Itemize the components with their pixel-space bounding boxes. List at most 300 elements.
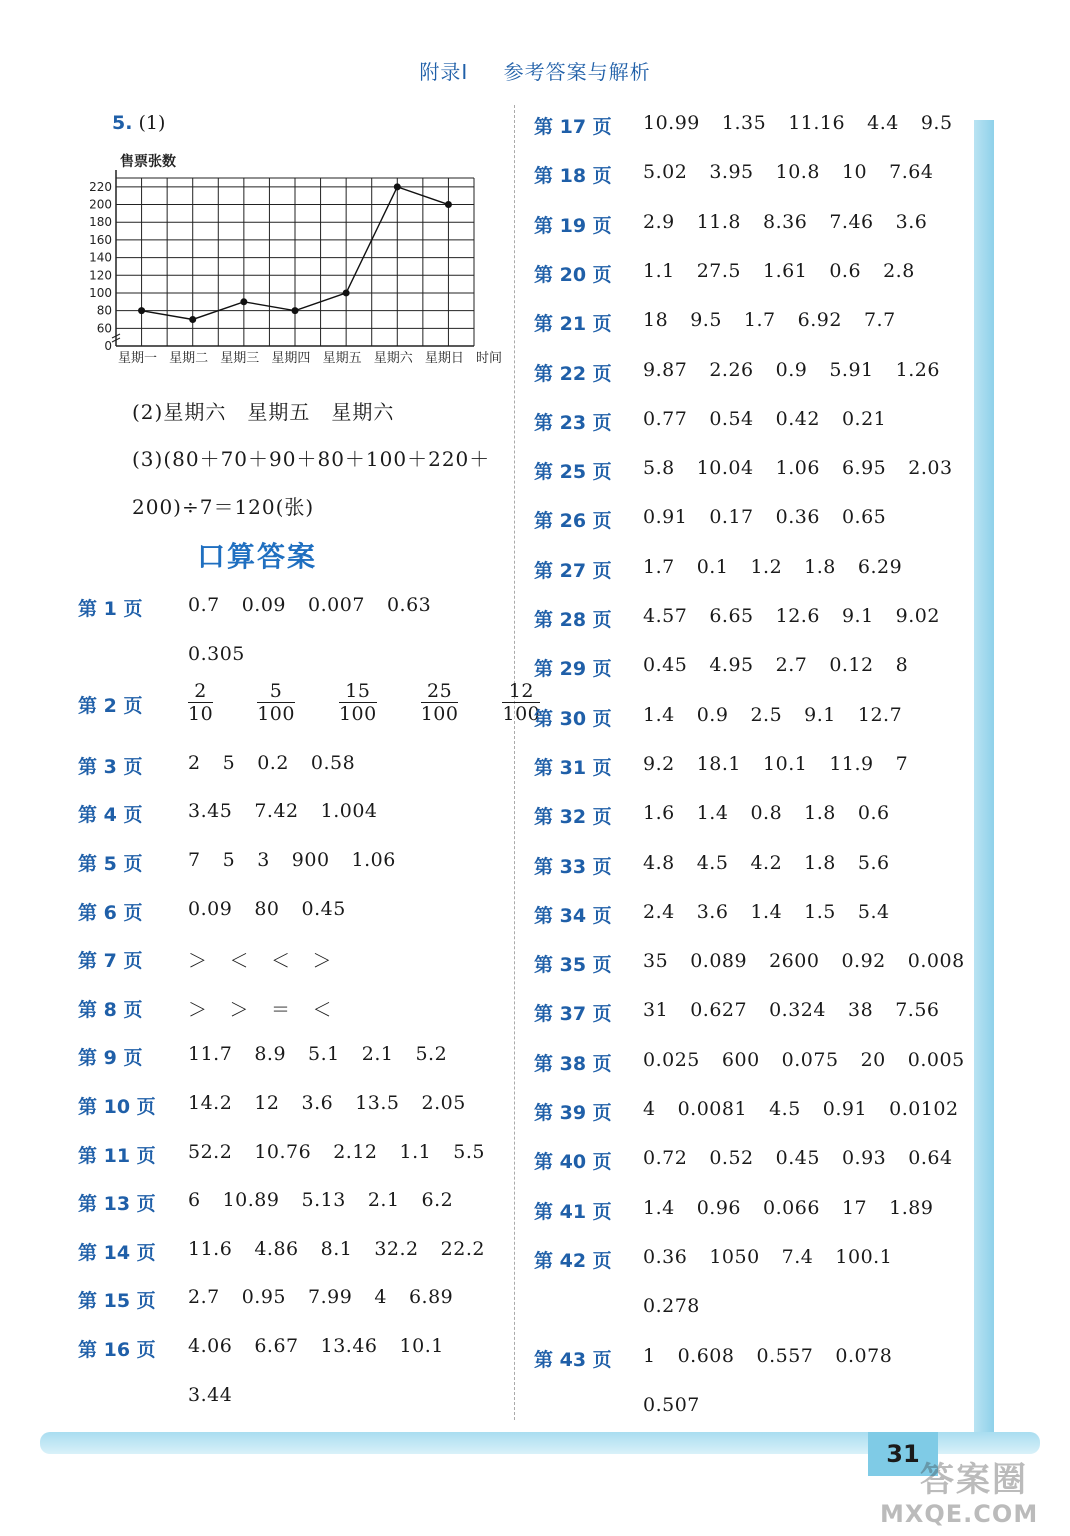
page-label: 第 42 页 [534, 1249, 612, 1272]
answer-value: 1.35 [721, 112, 767, 134]
answer-value: 3.6 [895, 210, 928, 233]
answer-value: 0.007 [308, 594, 365, 616]
answer-value: 0.089 [690, 950, 748, 973]
answer-value: ＜ [229, 950, 250, 973]
answer-value: 0.52 [709, 1147, 754, 1170]
answer-value: 8.9 [254, 1043, 287, 1066]
page-label: 第 8 页 [78, 998, 143, 1021]
data-point [292, 307, 299, 314]
answer-value: 12 [254, 1092, 280, 1114]
question-sub-1: (1) [138, 112, 166, 134]
answer-value: 1.7 [743, 309, 776, 332]
answer-value: 0.64 [908, 1147, 953, 1170]
answer-value: 9.1 [841, 605, 874, 627]
answer-value: 0.12 [829, 654, 874, 677]
answer-value: 0.0081 [677, 1098, 748, 1120]
answer-value: 3.44 [188, 1383, 233, 1406]
answer-value: ＞ [188, 998, 208, 1021]
answer-value: 6.89 [408, 1286, 454, 1309]
answer-value: 5.2 [415, 1043, 448, 1066]
answer-value: 0.507 [643, 1393, 700, 1416]
answer-values [643, 556, 924, 578]
answer-value: 2.12 [333, 1140, 378, 1163]
answer-value: 52.2 [188, 1140, 233, 1163]
answer-value: 6.29 [857, 555, 903, 578]
answer-value: 0.09 [188, 897, 233, 920]
answer-value: 7 [895, 752, 909, 775]
answer-value: 0.91 [643, 506, 688, 529]
answer-value: 0.92 [841, 950, 886, 973]
answer-value: 0.36 [775, 506, 820, 529]
answer-value: 11.7 [188, 1043, 233, 1066]
answer-value: 12.7 [857, 703, 903, 726]
page-label: 第 13 页 [78, 1193, 156, 1216]
answer-values [643, 605, 962, 627]
page-label: 第 3 页 [78, 755, 143, 778]
x-tick-label: 星期日 [424, 351, 464, 366]
answer-value: 5.5 [453, 1140, 485, 1163]
answer-value: 2.7 [775, 654, 808, 677]
decorative-side-band [974, 120, 994, 1445]
page-label: 第 10 页 [78, 1096, 156, 1118]
answer-value: 13.5 [355, 1092, 400, 1114]
answer-value: 5.13 [301, 1189, 346, 1212]
answer-value: 18.1 [696, 752, 742, 775]
answer-values [643, 852, 912, 874]
x-tick-label: 星期五 [322, 351, 362, 366]
page-label: 第 35 页 [534, 954, 612, 977]
answer-values [188, 946, 354, 973]
answer-value: 5.6 [857, 851, 890, 874]
answer-value: 0.54 [709, 407, 754, 430]
page-label: 第 41 页 [534, 1200, 612, 1223]
answer-value: 0.9 [696, 703, 729, 726]
answer-value: 4.5 [696, 851, 729, 874]
fraction-denominator: 100 [257, 703, 295, 726]
answer-value: ＝ [271, 998, 291, 1021]
answer-value: 0.8 [750, 802, 783, 825]
answer-value: 0.278 [643, 1295, 700, 1318]
answer-value: 27.5 [696, 259, 742, 282]
answer-value: 6 [188, 1189, 201, 1212]
page-label: 第 11 页 [78, 1144, 156, 1167]
answer-value: 4.86 [254, 1237, 299, 1260]
answer-value: 13.46 [320, 1335, 378, 1357]
answer-values [188, 1286, 475, 1308]
answer-values [643, 309, 918, 331]
answer-value: 0.72 [643, 1147, 688, 1170]
answer-part-3-line-2: 200)÷7＝120(张) [132, 495, 315, 519]
answer-values-continued [643, 1394, 722, 1416]
answer-value: 2.05 [421, 1092, 466, 1114]
answer-values [188, 680, 584, 725]
answer-value: 0.45 [643, 654, 688, 677]
answer-value: 0.075 [781, 1048, 839, 1071]
data-point [445, 201, 452, 208]
answer-value: 100.1 [835, 1245, 893, 1268]
page-label: 第 28 页 [534, 609, 612, 631]
answer-values [643, 1147, 975, 1169]
answer-part-3-line-1: (3)(80＋70＋90＋80＋100＋220＋ [132, 447, 491, 471]
fraction [257, 680, 317, 725]
fraction [421, 680, 481, 725]
x-tick-label: 星期二 [169, 351, 209, 366]
y-tick-label: 140 [89, 250, 112, 265]
answer-value: 6.67 [254, 1335, 299, 1357]
page-number: 31 [868, 1432, 938, 1476]
answer-value: 3.45 [188, 800, 233, 823]
answer-value: 0.7 [188, 594, 220, 616]
answer-value: 11.16 [788, 112, 846, 134]
answer-value: 32.2 [374, 1237, 419, 1260]
page-label: 第 20 页 [534, 263, 612, 286]
answer-value: 0.005 [907, 1048, 965, 1071]
page-label: 第 27 页 [534, 559, 612, 582]
fraction [188, 680, 235, 725]
answer-value: 4.4 [867, 112, 899, 134]
answer-value: 2600 [769, 950, 820, 973]
answer-value: 2.4 [643, 900, 675, 923]
answer-value: 2 [188, 751, 201, 774]
x-tick-label: 星期四 [271, 351, 311, 366]
answer-value: 1.2 [750, 555, 783, 578]
y-axis-label: 售票张数 [120, 154, 176, 170]
answer-value: 0.21 [841, 407, 887, 430]
answer-value: 0.6 [829, 259, 862, 282]
answer-values [643, 112, 975, 134]
page-label: 第 38 页 [534, 1052, 612, 1075]
x-tick-label: 星期一 [118, 351, 158, 366]
data-point [138, 307, 145, 314]
answer-value: 900 [291, 849, 330, 871]
answer-value: 2.1 [367, 1189, 400, 1212]
answer-value: 5.4 [857, 900, 890, 923]
answer-values [188, 1189, 475, 1211]
answer-value: 11.6 [188, 1237, 233, 1260]
answer-value: 2.26 [709, 358, 754, 381]
answer-value: 0.008 [907, 950, 965, 973]
question-number: 5. [112, 112, 133, 134]
answer-value: 1.89 [889, 1196, 934, 1219]
answer-value: 3.95 [709, 161, 754, 184]
answer-value: 1.4 [696, 802, 729, 825]
page-label: 第 43 页 [534, 1348, 612, 1371]
answer-value: 31 [643, 999, 669, 1022]
answer-value: 9.02 [895, 605, 940, 627]
answer-value: ＞ [188, 950, 208, 973]
page-label: 第 29 页 [534, 658, 612, 681]
watermark-logo: 答案圈 [920, 1460, 1028, 1500]
answer-value: 7.42 [254, 800, 299, 823]
answer-value: 1.06 [775, 457, 820, 480]
answer-value: 17 [841, 1196, 868, 1219]
answer-values [188, 1238, 507, 1260]
answer-value: 20 [860, 1048, 886, 1071]
answer-value: 2.03 [908, 457, 953, 480]
answer-values [188, 1043, 469, 1065]
page-label: 第 16 页 [78, 1339, 156, 1361]
x-tick-label: 星期三 [220, 351, 260, 366]
answer-value: 10 [841, 161, 868, 184]
page-label: 第 9 页 [78, 1047, 143, 1070]
page-label: 第 25 页 [534, 461, 612, 484]
fraction-denominator: 100 [420, 703, 459, 726]
answer-value: 18 [643, 309, 669, 332]
answer-value: 7.56 [895, 999, 940, 1022]
answer-value: 3 [257, 849, 270, 871]
answer-values [643, 1246, 914, 1268]
answer-value: 0.45 [301, 897, 346, 920]
answer-values [643, 260, 937, 282]
answer-value: 0.608 [677, 1344, 735, 1367]
answer-value: 35 [643, 950, 669, 973]
watermark-url: MXQE.COM [880, 1500, 1039, 1528]
y-tick-label: 100 [89, 285, 112, 300]
header-appendix: 附录Ⅰ [419, 60, 469, 84]
answer-value: 0.557 [756, 1344, 814, 1367]
answer-value: 1.06 [351, 849, 396, 871]
answer-values [188, 1141, 507, 1163]
answer-values [643, 999, 962, 1021]
answer-value: 0.025 [643, 1048, 700, 1071]
answer-values [643, 1098, 981, 1120]
answer-value: 4.57 [643, 605, 688, 627]
header-title: 参考答案与解析 [503, 60, 651, 84]
page-label: 第 40 页 [534, 1151, 612, 1174]
answer-value: 6.65 [709, 605, 754, 627]
answer-value: 2.7 [188, 1286, 220, 1309]
answer-value: 80 [254, 897, 280, 920]
answer-value: 2.9 [643, 210, 675, 233]
answer-value: 9.5 [690, 309, 722, 332]
answer-value: 9.2 [643, 752, 675, 775]
answer-values [643, 802, 912, 824]
answer-value: 7.7 [863, 309, 896, 332]
answer-value: 0.63 [386, 594, 432, 616]
answer-value: 3.6 [696, 900, 729, 923]
fraction-numerator: 2 [188, 680, 213, 703]
ticket-sales-line-chart [80, 148, 510, 370]
answer-value: 0.066 [763, 1196, 820, 1219]
answer-value: 1.4 [750, 900, 783, 923]
answer-value: 5 [222, 849, 236, 871]
answer-value: 0.45 [775, 1147, 820, 1170]
answer-value: 1.8 [804, 851, 836, 874]
answer-value: 11.8 [696, 210, 742, 233]
answer-values [188, 800, 400, 822]
answer-value: 9.5 [920, 112, 953, 134]
answer-value: 5.02 [643, 161, 688, 184]
answer-part-2: (2)星期六 星期五 星期六 [132, 400, 395, 424]
fraction [339, 680, 399, 725]
answer-value: 0.42 [775, 407, 820, 430]
answer-value: 9.1 [804, 703, 836, 726]
answer-value: 12.6 [775, 605, 820, 627]
answer-values [643, 704, 924, 726]
y-tick-label: 120 [89, 268, 112, 283]
answer-value: 2.5 [750, 703, 783, 726]
page-label: 第 7 页 [78, 950, 143, 973]
answer-value: 0.95 [241, 1286, 287, 1309]
answer-value: 0.305 [188, 642, 245, 665]
answer-value: 14.2 [188, 1092, 233, 1114]
answer-value: 600 [721, 1048, 760, 1071]
answer-value: 0.2 [257, 751, 289, 774]
answer-value: 1.1 [399, 1140, 432, 1163]
page-label: 第 23 页 [534, 411, 612, 434]
answer-value: 1.6 [643, 802, 675, 825]
fraction-denominator: 100 [338, 703, 377, 726]
answer-value: 0.6 [857, 802, 890, 825]
answer-value: ＞ [312, 950, 333, 973]
answer-value: 22.2 [440, 1237, 485, 1260]
fraction-numerator: 12 [502, 680, 540, 703]
answer-value: 6.92 [797, 309, 842, 332]
answer-value: 0.324 [769, 999, 826, 1022]
answer-value: 10.89 [222, 1189, 280, 1212]
answer-value: 6.95 [841, 457, 887, 480]
answer-value: 5.91 [829, 358, 874, 381]
page-label: 第 34 页 [534, 904, 612, 927]
y-tick-label: 160 [89, 232, 112, 247]
page-label: 第 21 页 [534, 313, 612, 336]
answer-values [643, 1049, 987, 1071]
answer-value: 0.96 [696, 1196, 742, 1219]
answer-values [188, 1335, 466, 1357]
answer-values [188, 752, 377, 774]
answer-value: 8.1 [320, 1237, 353, 1260]
answer-value: 1.61 [763, 259, 808, 282]
answer-value: 5.8 [643, 457, 675, 480]
answer-value: 0.9 [775, 358, 808, 381]
answer-value: 10.1 [399, 1335, 444, 1357]
answer-value: 1.1 [643, 259, 675, 282]
answer-value: ＞ [229, 998, 250, 1021]
answer-value: 0.17 [709, 506, 754, 529]
answer-value: 0.36 [643, 1245, 688, 1268]
page-label: 第 33 页 [534, 855, 612, 878]
answer-value: ＜ [271, 950, 291, 973]
section-title: 口算答案 [196, 540, 317, 573]
fraction-denominator: 100 [502, 703, 541, 726]
answer-values-continued [188, 643, 267, 665]
answer-value: 9.87 [643, 358, 688, 381]
x-axis-label: 时间 [476, 351, 503, 366]
page-label: 第 37 页 [534, 1003, 612, 1026]
answer-value: 4.8 [643, 851, 675, 874]
answer-values [643, 506, 908, 528]
page-label: 第 15 页 [78, 1290, 156, 1313]
answer-value: 5.1 [308, 1043, 340, 1066]
y-tick-label: 200 [89, 197, 112, 212]
page-label: 第 26 页 [534, 510, 612, 533]
answer-value: 5 [222, 751, 236, 774]
page-label: 第 22 页 [534, 362, 612, 385]
answer-values [643, 753, 930, 775]
answer-value: 4.95 [709, 654, 754, 677]
data-point [394, 183, 401, 190]
x-tick-label: 星期六 [373, 351, 413, 366]
answer-value: 11.9 [829, 752, 874, 775]
answer-values [643, 408, 908, 430]
answer-values [643, 1345, 914, 1367]
answer-values [643, 161, 955, 183]
answer-values [188, 1092, 488, 1114]
answer-value: 8.36 [763, 210, 808, 233]
answer-value: 4.2 [750, 851, 783, 874]
answer-values [188, 898, 368, 920]
question-5-heading [112, 112, 165, 134]
column-divider [514, 105, 515, 1420]
answer-value: 0.1 [696, 555, 729, 578]
page-label: 第 5 页 [78, 853, 143, 875]
answer-value: 1 [643, 1344, 656, 1367]
answer-value: 4.06 [188, 1335, 233, 1357]
answer-value: 2.1 [361, 1043, 394, 1066]
answer-values [643, 211, 949, 233]
answer-values [188, 849, 418, 871]
page-label: 第 4 页 [78, 804, 143, 827]
fraction-denominator: 10 [188, 703, 214, 726]
answer-value: 0.09 [241, 594, 287, 616]
answer-value: 0.078 [835, 1344, 893, 1367]
watermark [880, 1452, 1065, 1532]
answer-value: 4.5 [769, 1098, 801, 1120]
answer-values [643, 901, 912, 923]
answer-value: ＜ [312, 998, 333, 1021]
answer-value: 0.91 [822, 1098, 868, 1120]
answer-value: 4 [643, 1098, 656, 1120]
answer-value: 8 [895, 654, 909, 677]
answer-values [188, 594, 453, 616]
page-label: 第 31 页 [534, 756, 612, 779]
answer-values [643, 457, 975, 479]
page-label: 第 17 页 [534, 116, 612, 138]
answer-value: 6.2 [421, 1189, 454, 1212]
answer-value: 0.65 [841, 506, 887, 529]
answer-value: 0.0102 [889, 1098, 959, 1120]
answer-value: 1.26 [895, 358, 940, 381]
answer-value: 0.627 [690, 999, 748, 1022]
page-label: 第 14 页 [78, 1241, 156, 1264]
answer-value: 0.58 [310, 751, 356, 774]
answer-values-continued [188, 1384, 254, 1406]
data-point [343, 289, 350, 296]
answer-value: 4 [374, 1286, 387, 1309]
answer-value: 0.77 [643, 407, 688, 430]
page-label: 第 6 页 [78, 901, 143, 924]
answer-value: 1.7 [643, 555, 675, 578]
answer-value: 7.46 [829, 210, 874, 233]
answer-values [188, 995, 354, 1022]
answer-values [643, 1197, 955, 1219]
y-tick-label: 0 [104, 339, 112, 353]
data-point [240, 298, 247, 305]
y-tick-label: 80 [96, 303, 112, 318]
answer-value: 1.004 [320, 800, 378, 823]
answer-value: 7.64 [889, 161, 934, 184]
answer-value: 10.04 [696, 457, 754, 480]
answer-value: 1.8 [804, 555, 836, 578]
answer-value: 2.8 [883, 259, 915, 282]
answer-value: 7.4 [781, 1245, 814, 1268]
page-label: 第 2 页 [78, 695, 143, 718]
page-label: 第 19 页 [534, 214, 612, 237]
answer-value: 0.93 [841, 1147, 887, 1170]
answer-value: 10.8 [775, 161, 820, 184]
answer-values [643, 950, 987, 972]
answer-value: 10.76 [254, 1140, 312, 1163]
